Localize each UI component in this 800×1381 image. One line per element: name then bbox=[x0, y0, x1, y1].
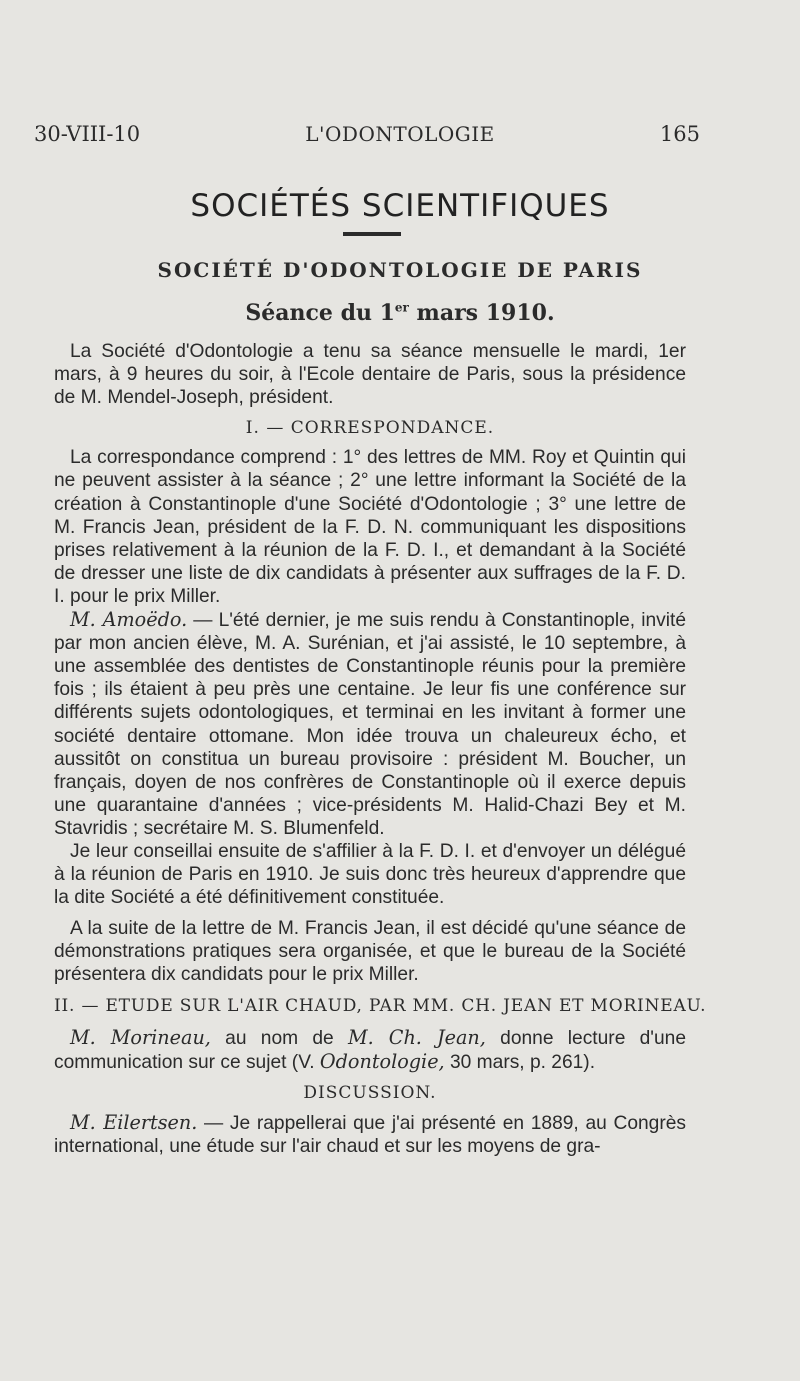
seance-heading bbox=[0, 300, 800, 326]
morineau-end: 30 mars, p. 261). bbox=[444, 1051, 596, 1073]
amoedo-paragraph-2: Je leur conseillai ensuite de s'affilier à la F. D. I. et d'envoyer un délégué à la réunion de Paris en 1910. Je suis donc très heureux d'apprendre que la dite Société a été définitivement constituée. bbox=[54, 840, 686, 909]
discussion-heading: DISCUSSION. bbox=[303, 1082, 437, 1103]
eilertsen-text: — Je rappellerai que j'ai présenté en 1889, au Congrès international, une étude sur l'air chaud et sur les moyens de gra- bbox=[54, 1112, 686, 1157]
header-journal: L'ODONTOLOGIE bbox=[305, 122, 495, 146]
correspondance-paragraph: La correspondance comprend : 1° des lettres de MM. Roy et Quintin qui ne peuvent assister à la séance ; 2° une lettre informant la Société de la création à Constantinople d'une Société d'Odontologie ; 3° une lettre de M. Francis Jean, président de la F. D. N. communiquant les dispositions prises relativement à la réunion de la F. D. I., et demandant à la Société de dresser une liste de dix candidats à présenter aux suffrages de la F. D. I. pour le prix Miller. bbox=[54, 447, 686, 607]
seance-prefix: Séance du 1 bbox=[245, 300, 395, 326]
amoedo-paragraph bbox=[54, 608, 686, 840]
speaker-morineau: M. Morineau, bbox=[70, 1025, 211, 1049]
decision-paragraph: A la suite de la lettre de M. Francis Jean, il est décidé qu'une séance de démonstrations pratiques sera organisée, et que le bureau de la Société présentera dix candidats pour le prix Miller. bbox=[54, 918, 686, 986]
morineau-paragraph bbox=[54, 1026, 686, 1074]
header-date: 30-VIII-10 bbox=[34, 122, 141, 146]
morineau-mid: au nom de bbox=[210, 1027, 348, 1049]
speaker-eilertsen: M. Eilertsen. bbox=[70, 1110, 198, 1134]
morineau-text: donne lecture d'une communication sur ce sujet (V. bbox=[54, 1027, 686, 1073]
article-body bbox=[54, 340, 707, 1158]
section-air-chaud-heading: II. — ETUDE SUR L'AIR CHAUD, PAR MM. CH. JEAN ET MORINEAU. bbox=[54, 995, 707, 1016]
amoedo-text: — L'été dernier, je me suis rendu à Constantinople, invité par mon ancien élève, M. A. Surénian, et j'ai assisté, le 10 septembre, à une assemblée des dentistes de Constantinople réunis pour la première fois ; ils étaient à peu près une centaine. Je leur fis une conférence sur différents sujets odontologiques, et terminai en les invitant à former une société dentaire ottomane. Mon idée trouva un chaleureux écho, et aussitôt on constitua un bureau provisoire : président M. Boucher, un français, doyen de nos confrères de Constantinople où il exerce depuis une quarantaine d'années ; vice-présidents M. Halid-Chazi Bey et M. Stavridis ; secrétaire M. S. Blumenfeld. bbox=[54, 610, 686, 839]
header-page-number: 165 bbox=[659, 122, 700, 146]
intro-paragraph: La Société d'Odontologie a tenu sa séance mensuelle le mardi, 1er mars, à 9 heures du soir, à l'Ecole dentaire de Paris, sous la présidence de M. Mendel-Joseph, président. bbox=[54, 341, 686, 409]
eilertsen-paragraph bbox=[54, 1111, 686, 1158]
journal-reference: Odontologie, bbox=[319, 1049, 445, 1073]
speaker-jean: M. Ch. Jean, bbox=[347, 1025, 486, 1049]
running-header bbox=[0, 122, 800, 152]
title-divider bbox=[343, 232, 401, 236]
society-heading: SOCIÉTÉ D'ODONTOLOGIE DE PARIS bbox=[157, 258, 643, 282]
section-correspondance-heading: I. — CORRESPONDANCE. bbox=[245, 418, 495, 439]
page-title: SOCIÉTÉS SCIENTIFIQUES bbox=[190, 188, 610, 224]
seance-sup: er bbox=[394, 300, 409, 315]
speaker-amoedo: M. Amoëdo. bbox=[70, 608, 188, 632]
seance-suffix: mars 1910. bbox=[408, 300, 555, 326]
